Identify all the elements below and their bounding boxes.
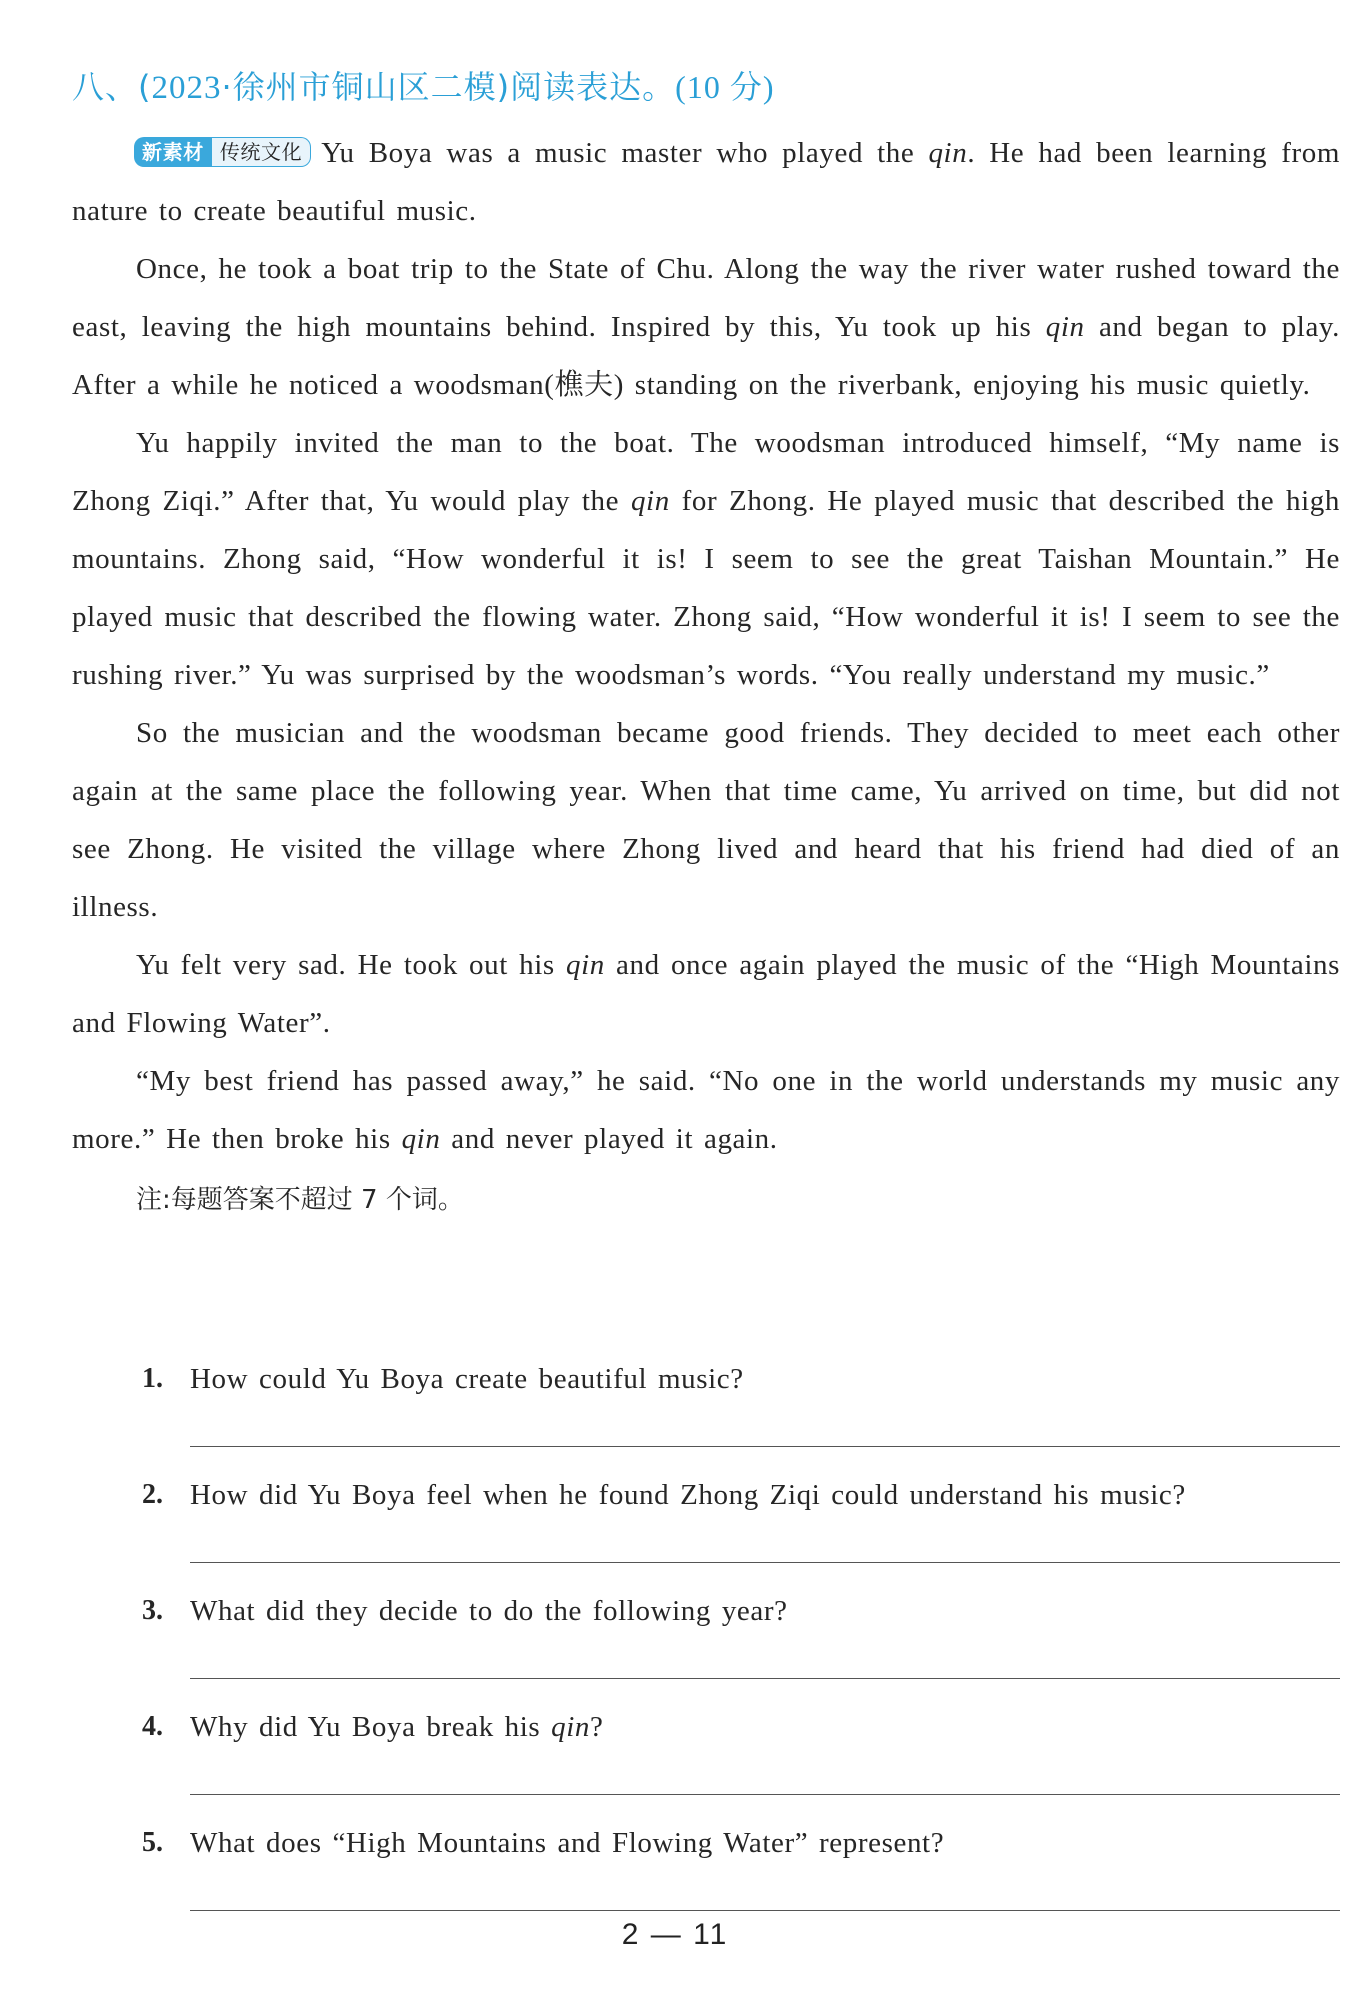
passage-text: for Zhong. He played music that described the high mountains. Zhong said, “How wonderful it is! I seem to see the great Taishan Mountain.” He played music that described the flowing water. Zhong said, “How wonderful it is! I seem to see the rushing river.” Yu was surprised by the woodsman’s words. “You really understand my music.” [72,485,1340,691]
passage-text: . He had been learning from nature to create beautiful music. [72,137,1341,227]
reading-passage [72,124,1340,1228]
answer-line[interactable] [190,1794,1340,1795]
passage-text: Yu felt very sad. He took out his [136,949,566,981]
traditional-culture-badge: 传统文化 [212,137,311,167]
passage-paragraph-4: So the musician and the woodsman became good friends. They decided to meet each other again at the same place the following year. When that time came, Yu arrived on time, but did not see Zhong. He visited the village where Zhong lived and heard that his friend had died of an illness. [72,717,1340,923]
qin-word: qin [551,1711,590,1743]
qin-word: qin [1045,311,1085,343]
material-tag [134,137,311,167]
new-material-badge: 新素材 [134,137,212,167]
qin-word: qin [401,1123,441,1155]
passage-text: “My best friend has passed away,” he said. “No one in the world understands my music any more.” He then broke his [72,1065,1340,1155]
question-number: 1. [142,1363,163,1394]
passage-paragraph-5 [72,936,1340,1052]
answer-line[interactable] [190,1446,1340,1447]
passage-paragraph-2 [72,240,1340,414]
answer-note: 注:每题答案不超过 7 个词。 [136,1185,464,1215]
answer-line[interactable] [190,1910,1340,1911]
question-text-part: ? [590,1711,604,1743]
question-number: 5. [142,1827,163,1858]
question-text-part: What does “High Mountains and Flowing Water” represent? [190,1827,945,1859]
qin-word: qin [630,485,670,517]
passage-text: Yu happily invited the man to the boat. The woodsman introduced himself, “My name is Zhong Ziqi.” After that, Yu would play the [72,427,1340,517]
passage-text: and began to play. After a while he noticed a woodsman(樵夫) standing on the riverbank, enjoying his music quietly. [72,311,1340,401]
question-text-part: How could Yu Boya create beautiful music? [190,1363,744,1395]
question-text-part: Why did Yu Boya break his [190,1711,552,1743]
question-text [190,1702,603,1752]
heading-prefix: 八、( [72,68,152,106]
question-text-part: How did Yu Boya feel when he found Zhong Ziqi could understand his music? [190,1479,1186,1511]
question-number: 2. [142,1479,163,1510]
question-text [190,1354,744,1404]
question-number: 4. [142,1711,163,1742]
passage-paragraph-3 [72,414,1340,704]
qin-word: qin [565,949,605,981]
question-text-part: What did they decide to do the following year? [190,1595,788,1627]
passage-text: Yu Boya was a music master who played the [321,137,929,169]
page-number: 2 — 11 [621,1918,729,1951]
section-heading [72,62,775,108]
question-text [190,1470,1186,1520]
question-list [72,1354,1340,1934]
question-text [190,1818,944,1868]
question-item [72,1818,1340,1934]
heading-points: (10 分) [675,69,775,105]
heading-year: 2023 [151,70,222,106]
passage-paragraph-6 [72,1052,1340,1168]
answer-line[interactable] [190,1678,1340,1679]
qin-word: qin [928,137,968,169]
question-number: 3. [142,1595,163,1626]
question-item [72,1586,1340,1702]
question-item [72,1702,1340,1818]
passage-paragraph-1 [72,124,1340,240]
passage-text: and never played it again. [440,1123,778,1155]
question-text [190,1586,788,1636]
passage-text: Once, he took a boat trip to the State of Chu. Along the way the river water rushed toward the east, leaving the high mountains behind. Inspired by this, Yu took up his [72,253,1340,343]
answer-line[interactable] [190,1562,1340,1563]
question-item [72,1470,1340,1586]
passage-text: and once again played the music of the “High Mountains and Flowing Water”. [72,949,1340,1039]
question-item [72,1354,1340,1470]
heading-source: ·徐州市铜山区二模)阅读表达。 [221,68,676,106]
